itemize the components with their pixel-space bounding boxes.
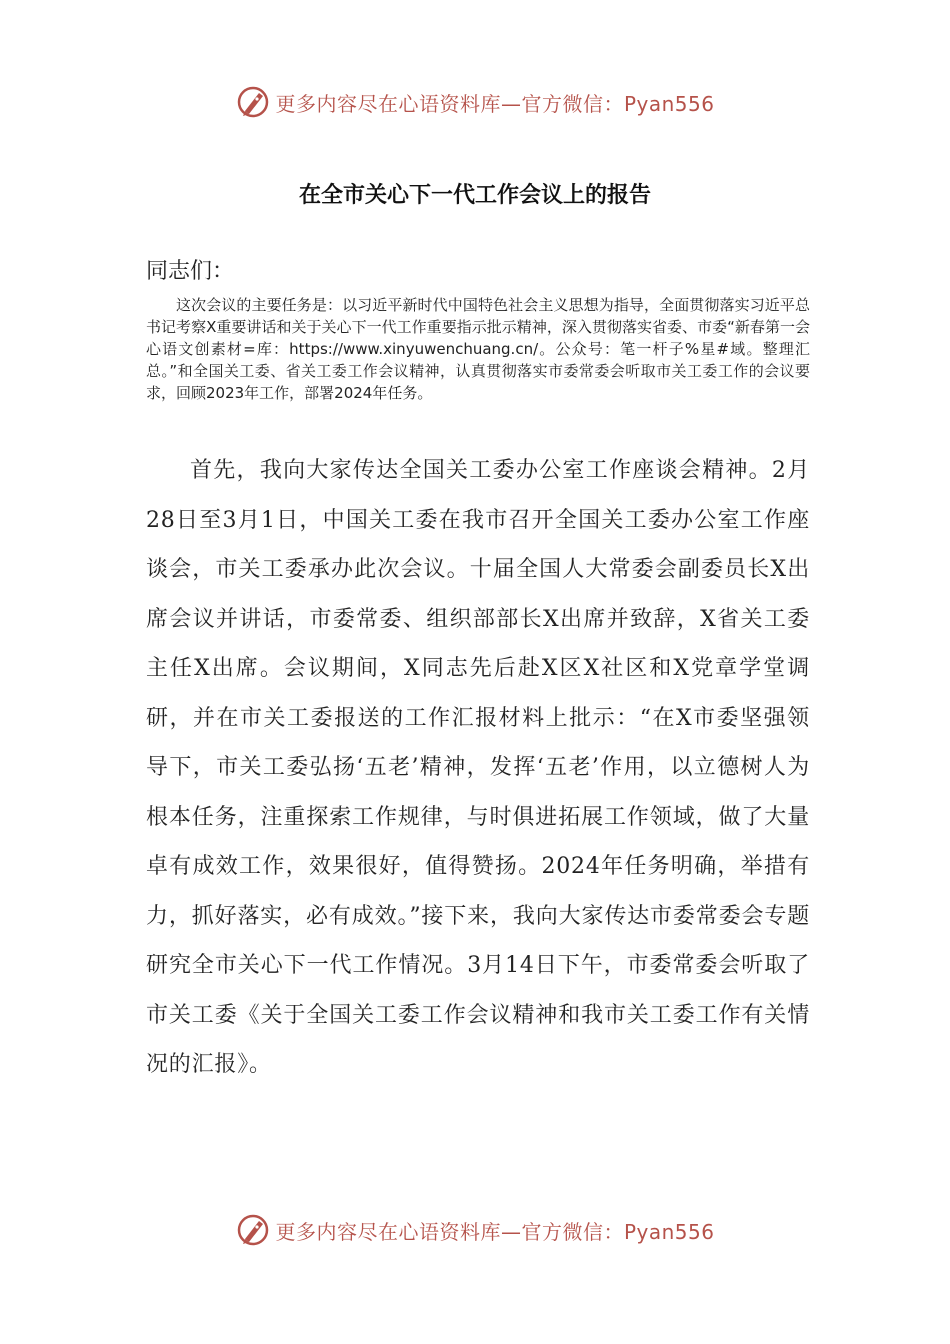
footer-watermark [0, 1210, 950, 1250]
watermark-text: 更多内容尽在心语资料库—官方微信：Pyan556 [275, 91, 715, 116]
header-watermark [0, 82, 950, 122]
intro-paragraph: 这次会议的主要任务是：以习近平新时代中国特色社会主义思想为指导，全面贯彻落实习近平总书记考察X重要讲话和关于关心下一代工作重要指示批示精神，深入贯彻落实省委、市委“新春第一会心语文创素材=库：https://www.xinyuwenchuang.cn/。公众号：笔一杆子%星#域。整理汇总。”和全国关工委、省关工委工作会议精神，认真贯彻落实市委常委会听取市关工委工作的会议要求，回顾2023年工作，部署2024年任务。 [146, 296, 810, 402]
document-title: 在全市关心下一代工作会议上的报告 [298, 183, 651, 208]
salutation: 同志们： [146, 259, 235, 284]
pen-nib-logo-icon [235, 84, 271, 120]
pen-nib-logo-icon [235, 1212, 271, 1248]
body-paragraph: 首先，我向大家传达全国关工委办公室工作座谈会精神。2月28日至3月1日，中国关工委在我市召开全国关工委办公室工作座谈会，市关工委承办此次会议。十届全国人大常委会副委员长X出席会议并讲话，市委常委、组织部部长X出席并致辞，X省关工委主任X出席。会议期间，X同志先后赴X区X社区和X党章学堂调研，并在市关工委报送的工作汇报材料上批示：“在X市委坚强领导下，市关工委弘扬‘五老’精神，发挥‘五老’作用，以立德树人为根本任务，注重探索工作规律，与时俱进拓展工作领域，做了大量卓有成效工作，效果很好，值得赞扬。2024年任务明确，举措有力，抓好落实，必有成效。”接下来，我向大家传达市委常委会专题研究全市关心下一代工作情况。3月14日下午，市委常委会听取了市关工委《关于全国关工委工作会议精神和我市关工委工作有关情况的汇报》。 [146, 458, 810, 1077]
watermark-text: 更多内容尽在心语资料库—官方微信：Pyan556 [275, 1219, 715, 1244]
